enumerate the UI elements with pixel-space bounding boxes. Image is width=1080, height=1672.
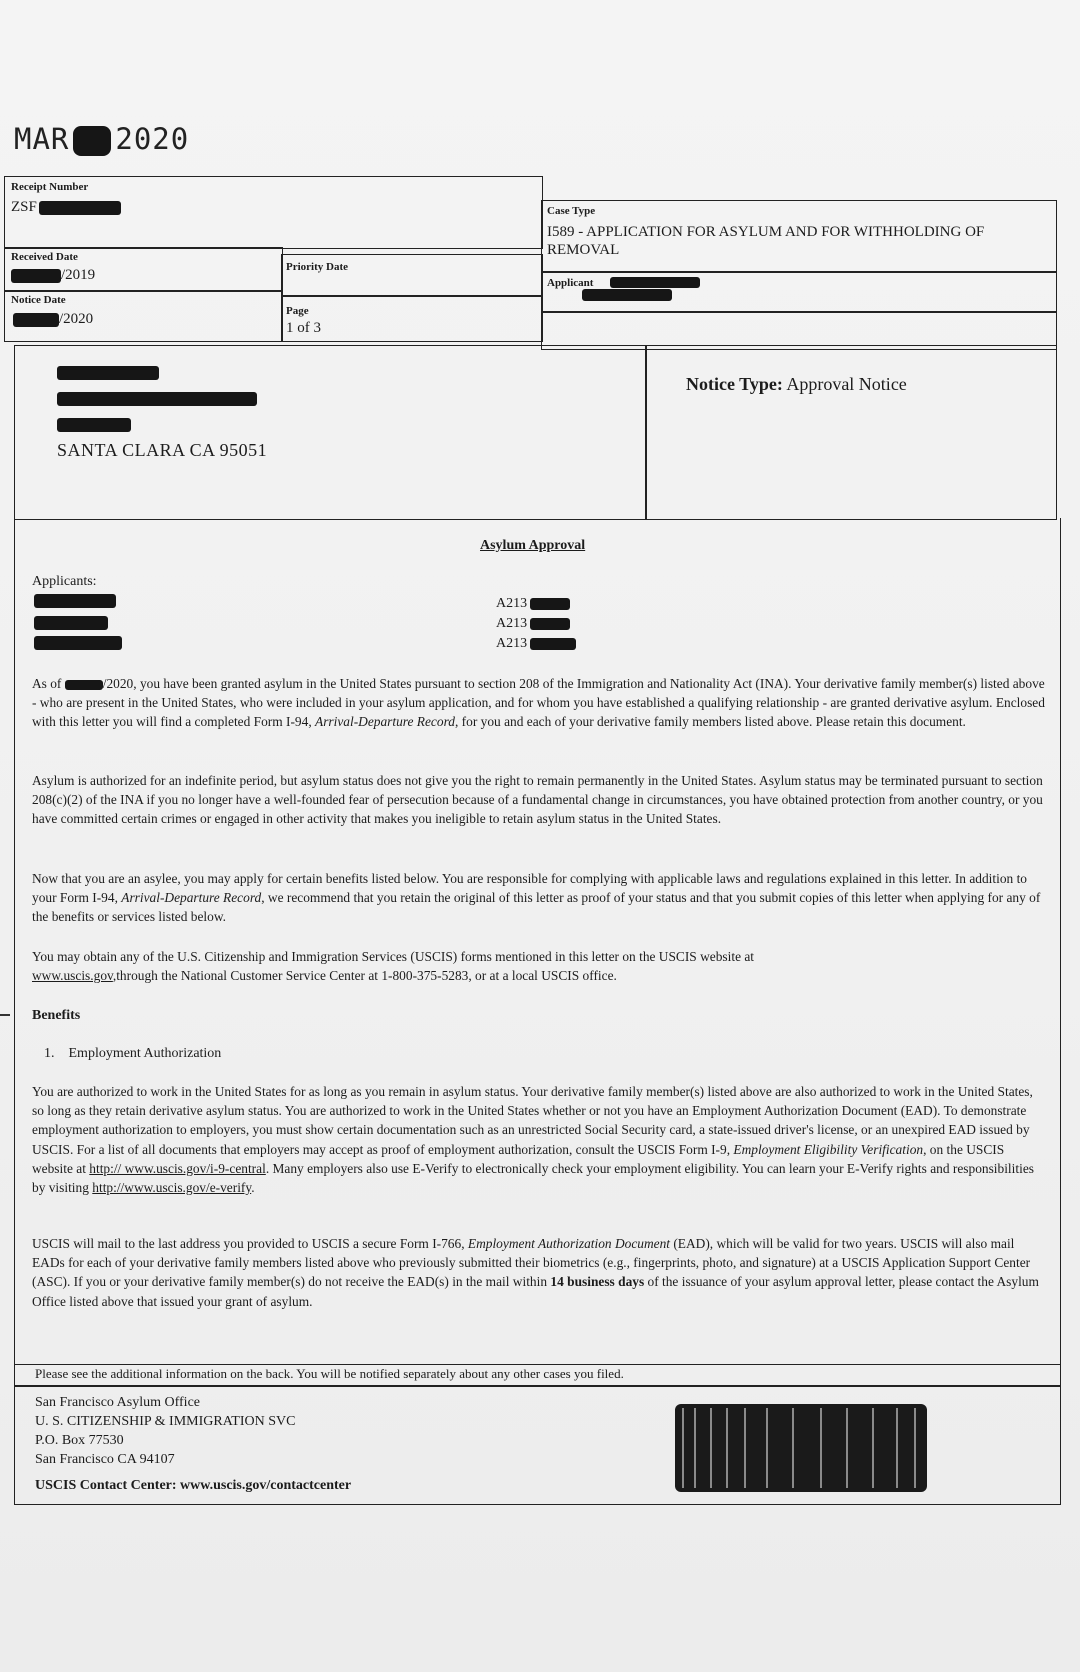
footer-note: Please see the additional information on the back. You will be notified separately about any other cases you filed. <box>14 1364 1061 1386</box>
redacted-barcode <box>675 1404 927 1492</box>
notice-date-value: /2020 <box>13 311 93 328</box>
address-city-line: SANTA CLARA CA 95051 <box>57 440 268 460</box>
a-number: A213 <box>496 636 576 652</box>
e-verify-link[interactable]: http://www.uscis.gov/e-verify <box>92 1180 252 1196</box>
notice-type-value: Approval Notice <box>786 374 907 394</box>
margin-mark <box>0 1014 10 1016</box>
redaction <box>530 598 570 610</box>
redaction <box>582 289 672 301</box>
redaction <box>610 277 700 288</box>
paragraph-grant: As of /2020, you have been granted asylum in the United States pursuant to section 208 of the Immigration and Nationality Act (INA). Your derivative family member(s) listed above - who are present in the United States, who were included in your asylum application, and for whom you have established a qualifying relationship - are granted derivative asylum. Enclosed with this letter you will find a completed Form I-94, Arrival-Departure Record, for you and each of your derivative family members listed above. Please retain this document. <box>32 676 1045 730</box>
applicant-label: Applicant <box>547 277 594 289</box>
received-date-cell <box>4 247 283 292</box>
case-type-cell <box>541 200 1057 273</box>
applicants-label: Applicants: <box>32 574 97 589</box>
redaction <box>73 126 111 156</box>
i9-link[interactable]: http:// www.uscis.gov/i-9-central <box>89 1160 266 1176</box>
receipt-number-value: ZSF <box>11 199 121 216</box>
paragraph-employment: You are authorized to work in the United States for as long as you remain in asylum status. Your derivative family member(s) listed above are also authorized to work in the United States, so long as they retain derivative asylum status. You are authorized to work in the United States whether or not you have an Employment Authorization Document (EAD). To demonstrate employment authorization to employers, you must show certain documentation such as an unrestricted Social Security card, a state-issued driver's license, or an unexpired EAD issued by USCIS. For a list of all documents that employers may accept as proof of employment authorization, consult the USCIS Form I-9, Employment Eligibility Verification, on the USCIS website at http:// www.uscis.gov/i-9-central. Many employers also use E-Verify to electronically check your employment eligibility. You can learn your E-Verify rights and responsibilities by visiting http://www.uscis.gov/e-verify. <box>32 1084 1034 1196</box>
stamp-month: MAR <box>14 122 70 156</box>
uscis-link[interactable]: www.uscis.gov <box>32 968 113 984</box>
stamp-year: 2020 <box>115 122 190 156</box>
office-line: San Francisco Asylum Office <box>35 1395 200 1410</box>
case-type-label: Case Type <box>547 205 596 217</box>
paragraph-duration: Asylum is authorized for an indefinite period, but asylum status does not give you the right to remain permanently in the United States. Asylum status may be terminated pursuant to section 208(c)(2) of the INA if you no longer have a well-founded fear of persecution because of a fundamental change in circumstances, you have obtained protection from another country, or you have committed certain crimes or engaged in other activity that makes you ineligible to retain asylum status in the United States. <box>32 773 1043 827</box>
notice-type-box <box>645 345 1057 520</box>
office-line: U. S. CITIZENSHIP & IMMIGRATION SVC <box>35 1414 296 1429</box>
page-value: 1 of 3 <box>286 320 321 336</box>
page-cell <box>281 296 543 342</box>
priority-date-label: Priority Date <box>286 261 348 273</box>
notice-date-label: Notice Date <box>11 294 66 306</box>
redaction <box>13 313 59 327</box>
redaction <box>57 418 131 432</box>
redaction <box>530 618 570 630</box>
redaction <box>39 201 121 215</box>
redaction <box>34 594 116 608</box>
case-type-value-line2: REMOVAL <box>547 242 620 258</box>
paragraph-ead: USCIS will mail to the last address you provided to USCIS a secure Form I-766, Employment Authorization Document (EAD), which will be valid for two years. USCIS will also mail EADs for each of your derivative family members listed above who previously submitted their biometrics (e.g., fingerprints, photo, and signature) at a USCIS Application Support Center (ASC). If you or your derivative family member(s) do not receive the EAD(s) in the mail within 14 business days of the issuance of your asylum approval letter, please contact the Asylum Office listed above that issued your grant of asylum. <box>32 1236 1039 1309</box>
received-date-value: /2019 <box>11 267 95 284</box>
employment-heading: 1. Employment Authorization <box>44 1046 222 1061</box>
a-number: A213 <box>496 616 570 632</box>
redaction <box>34 636 122 650</box>
notice-type <box>686 374 907 395</box>
office-line: P.O. Box 77530 <box>35 1433 124 1448</box>
receipt-number-label: Receipt Number <box>11 181 89 193</box>
redaction <box>34 616 108 630</box>
applicant-cell <box>541 271 1057 313</box>
redaction <box>57 392 257 406</box>
contact-center-line: USCIS Contact Center: www.uscis.gov/contactcenter <box>35 1478 352 1493</box>
notice-date-cell <box>4 290 283 342</box>
paragraph-forms: You may obtain any of the U.S. Citizenship and Immigration Services (USCIS) forms mentioned in this letter on the USCIS website at www.uscis.gov,through the National Customer Service Center at 1-800-375-5283, or at a local USCIS office. <box>32 949 755 984</box>
redaction <box>57 366 159 380</box>
priority-date-cell <box>281 254 543 296</box>
notice-type-label: Notice Type: <box>686 374 783 394</box>
office-line: San Francisco CA 94107 <box>35 1452 175 1467</box>
a-number: A213 <box>496 596 570 612</box>
case-type-value-line1: I589 - APPLICATION FOR ASYLUM AND FOR WITHHOLDING OF <box>547 224 985 240</box>
paragraph-asylee: Now that you are an asylee, you may apply for certain benefits listed below. You are responsible for complying with applicable laws and regulations explained in this letter. In addition to your Form I-94, Arrival-Departure Record, we recommend that you retain the original of this letter as proof of your status and that you submit copies of this letter when applying for any of the benefits or services listed below. <box>32 871 1041 925</box>
letter-title: Asylum Approval <box>480 538 586 553</box>
redaction <box>65 680 103 690</box>
redaction <box>11 269 61 283</box>
page-label: Page <box>286 305 309 317</box>
stamp-date <box>14 122 189 156</box>
redaction <box>530 638 576 650</box>
receipt-number-cell <box>4 176 543 249</box>
benefits-heading: Benefits <box>32 1008 81 1023</box>
address-block <box>14 345 647 520</box>
received-date-label: Received Date <box>11 251 78 263</box>
